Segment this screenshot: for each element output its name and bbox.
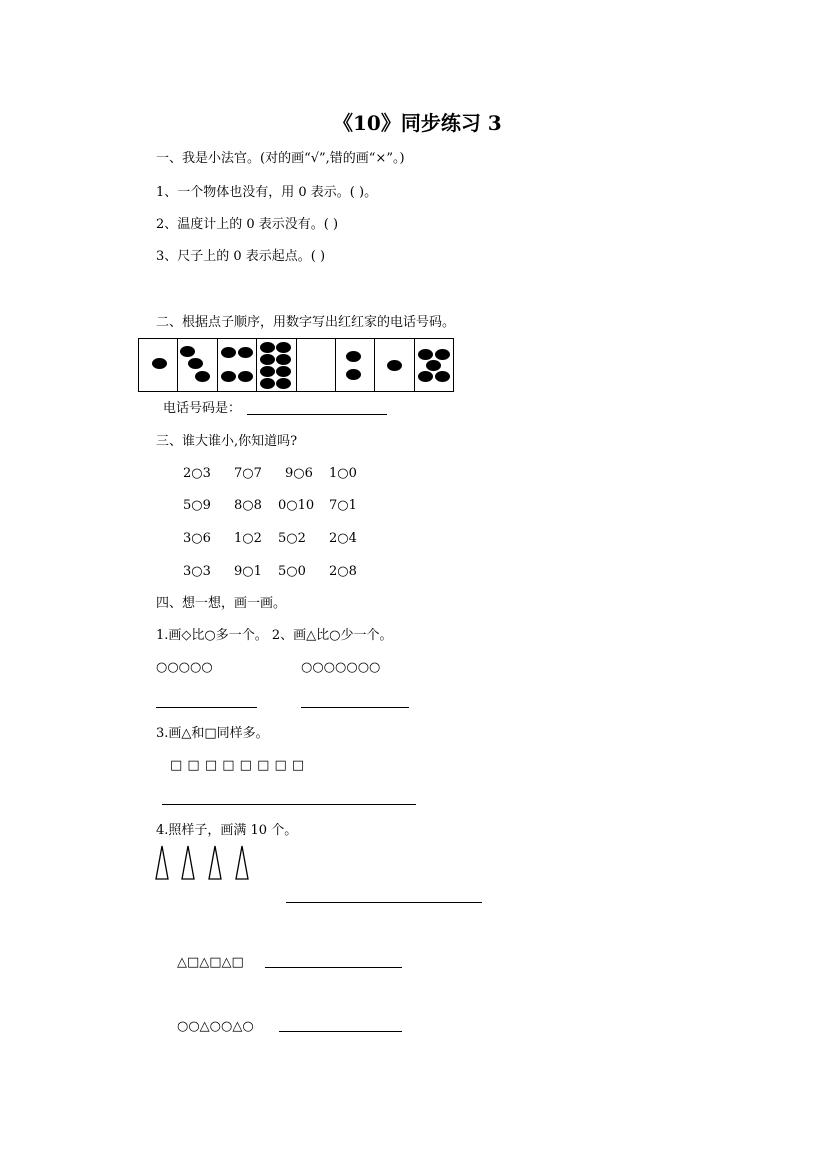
compare-item[interactable]: 3○6 (183, 531, 211, 546)
dot (276, 342, 291, 353)
dot-cell-1 (139, 339, 178, 391)
compare-item[interactable]: 2○8 (329, 564, 357, 579)
dot (346, 351, 361, 362)
question-3: 3.画△和□同样多。 (156, 726, 269, 741)
dot (238, 371, 253, 382)
dot (418, 349, 433, 360)
dot-cell-3 (218, 339, 257, 391)
compare-item[interactable]: 2○3 (183, 466, 211, 481)
dot (260, 378, 275, 389)
circles-left: ○○○○○ (156, 660, 213, 675)
dot (276, 366, 291, 377)
section2-heading: 二、根据点子顺序，用数字写出红红家的电话号码。 (156, 315, 456, 330)
dot (188, 358, 203, 369)
answer-line-q1[interactable] (156, 707, 257, 708)
dot (426, 360, 441, 371)
compare-item[interactable]: 3○3 (183, 564, 211, 579)
compare-item[interactable]: 9○6 (285, 466, 313, 481)
dot (195, 371, 210, 382)
section1-item-1: 1、一个物体也没有，用 0 表示。( )。 (156, 185, 378, 200)
dot (387, 360, 402, 371)
tall-triangle-icon (236, 846, 248, 879)
compare-row-2 (183, 498, 403, 514)
answer-line-q3[interactable] (162, 804, 416, 805)
section1-item-3: 3、尺子上的 0 表示起点。( ) (156, 249, 326, 264)
dot-cell-8 (415, 339, 453, 391)
circles-right: ○○○○○○○ (301, 660, 381, 675)
phone-answer-line[interactable] (247, 414, 387, 415)
dot (276, 354, 291, 365)
dot-cell-6 (336, 339, 375, 391)
dot (221, 371, 236, 382)
tall-triangles-sample (153, 844, 253, 880)
answer-line-pattern-2[interactable] (279, 1031, 402, 1032)
compare-row-4 (183, 564, 403, 580)
dot (152, 358, 167, 369)
dot-cell-7 (375, 339, 414, 391)
compare-item[interactable]: 0○10 (278, 498, 315, 513)
dot (260, 342, 275, 353)
section1-item-2: 2、温度计上的 0 表示没有。( ) (156, 217, 339, 232)
dot (435, 371, 450, 382)
answer-line-q4-triangles[interactable] (286, 902, 482, 903)
dot (260, 354, 275, 365)
section1-heading: 一、我是小法官。(对的画“√”,错的画“×”。) (156, 151, 405, 166)
compare-row-1 (183, 466, 403, 482)
dot (180, 346, 195, 357)
tall-triangle-icon (209, 846, 221, 879)
compare-item[interactable]: 7○7 (234, 466, 262, 481)
section4-heading: 四、想一想，画一画。 (156, 596, 287, 611)
tall-triangle-icon (156, 846, 168, 879)
phone-label: 电话号码是： (163, 401, 242, 416)
answer-line-pattern-1[interactable] (265, 967, 402, 968)
dot (346, 369, 361, 380)
compare-row-3 (183, 531, 403, 547)
compare-item[interactable]: 5○0 (278, 564, 306, 579)
dot (276, 378, 291, 389)
compare-item[interactable]: 5○2 (278, 531, 306, 546)
compare-item[interactable]: 9○1 (234, 564, 262, 579)
squares-row: □ □ □ □ □ □ □ □ (170, 758, 305, 773)
dot (238, 347, 253, 358)
page-title: 《10》同步练习 3 (333, 111, 502, 135)
compare-item[interactable]: 5○9 (183, 498, 211, 513)
compare-item[interactable]: 2○4 (329, 531, 357, 546)
dot-cell-4 (257, 339, 296, 391)
compare-item[interactable]: 8○8 (234, 498, 262, 513)
question-1-2: 1.画◇比○多一个。 2、画△比○少一个。 (156, 628, 393, 643)
dot-cell-5 (297, 339, 336, 391)
dot-pattern-table (138, 338, 454, 392)
section3-heading: 三、谁大谁小,你知道吗? (156, 434, 298, 449)
dot-cell-2 (178, 339, 217, 391)
dot (435, 349, 450, 360)
question-4: 4.照样子，画满 10 个。 (156, 823, 298, 838)
pattern-2: ○○△○○△○ (177, 1019, 254, 1034)
pattern-1: △□△□△□ (177, 955, 244, 970)
compare-item[interactable]: 1○2 (234, 531, 262, 546)
compare-item[interactable]: 7○1 (329, 498, 357, 513)
dot (418, 371, 433, 382)
answer-line-q2[interactable] (301, 707, 409, 708)
tall-triangle-icon (182, 846, 194, 879)
compare-item[interactable]: 1○0 (329, 466, 357, 481)
dot (260, 366, 275, 377)
dot (221, 347, 236, 358)
